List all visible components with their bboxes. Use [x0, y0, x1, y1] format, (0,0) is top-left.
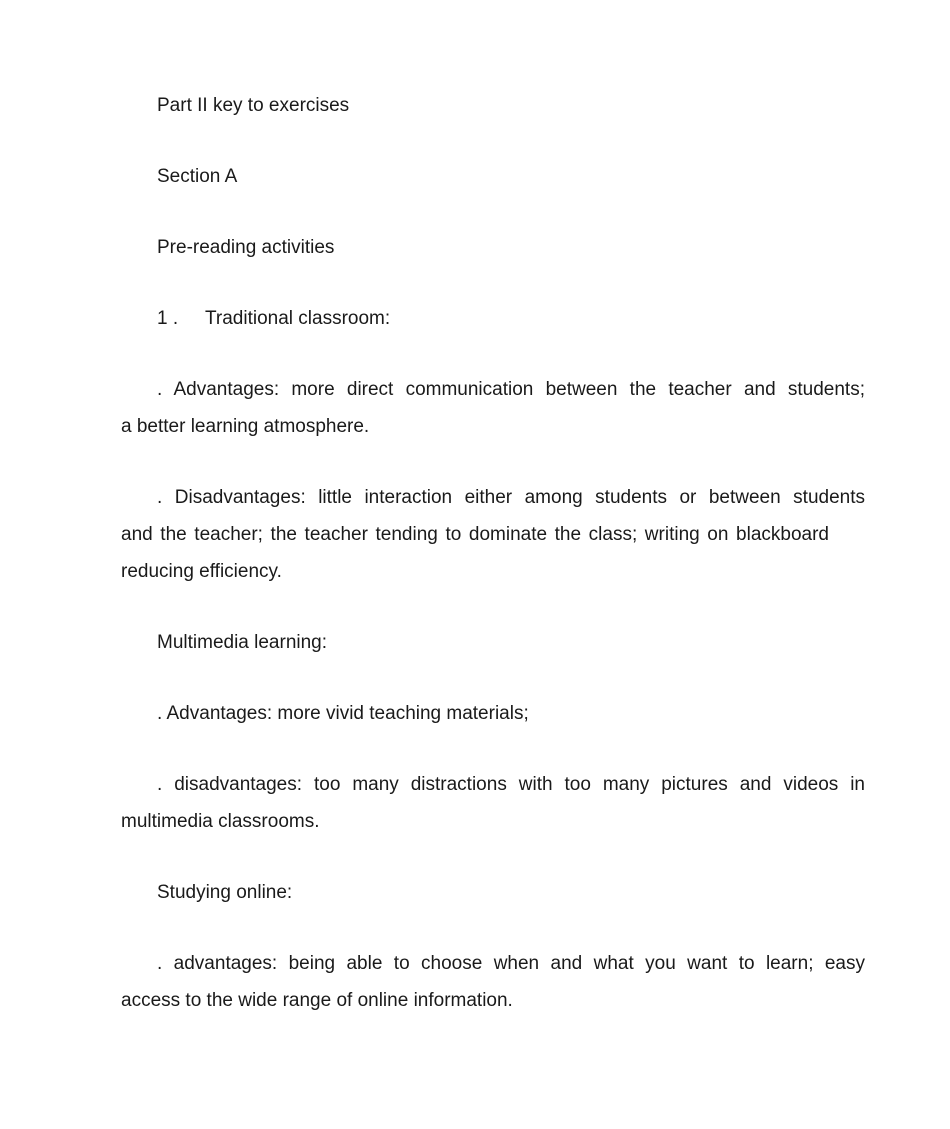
multimedia-disadvantages-line-2: multimedia classrooms. — [121, 811, 320, 832]
traditional-disadvantages-line-1: . Disadvantages: little interaction either among students or between students — [157, 487, 865, 508]
multimedia-disadvantages-line-1: . disadvantages: too many distractions with too many pictures and videos in — [157, 774, 865, 795]
list-item-title: Traditional classroom: — [205, 308, 391, 329]
section-heading: Section A — [157, 166, 238, 187]
traditional-advantages-line-2: a better learning atmosphere. — [121, 416, 370, 437]
part-heading: Part II key to exercises — [157, 95, 350, 116]
multimedia-heading: Multimedia learning: — [157, 632, 328, 653]
list-item-heading — [121, 300, 865, 337]
traditional-disadvantages-line-2: and the teacher; the teacher tending to dominate the class; writing on blackboard — [121, 524, 829, 545]
activity-heading: Pre-reading activities — [157, 237, 335, 258]
traditional-disadvantages-line-3: reducing efficiency. — [121, 561, 282, 582]
online-advantages-line-1: . advantages: being able to choose when and what you want to learn; easy — [157, 953, 865, 974]
online-heading: Studying online: — [157, 882, 293, 903]
traditional-advantages-line-1: . Advantages: more direct communication between the teacher and students; — [157, 379, 865, 400]
list-item-number: 1 . — [157, 308, 179, 329]
online-advantages-line-2: access to the wide range of online information. — [121, 990, 513, 1011]
multimedia-advantages: . Advantages: more vivid teaching materials; — [157, 703, 529, 724]
